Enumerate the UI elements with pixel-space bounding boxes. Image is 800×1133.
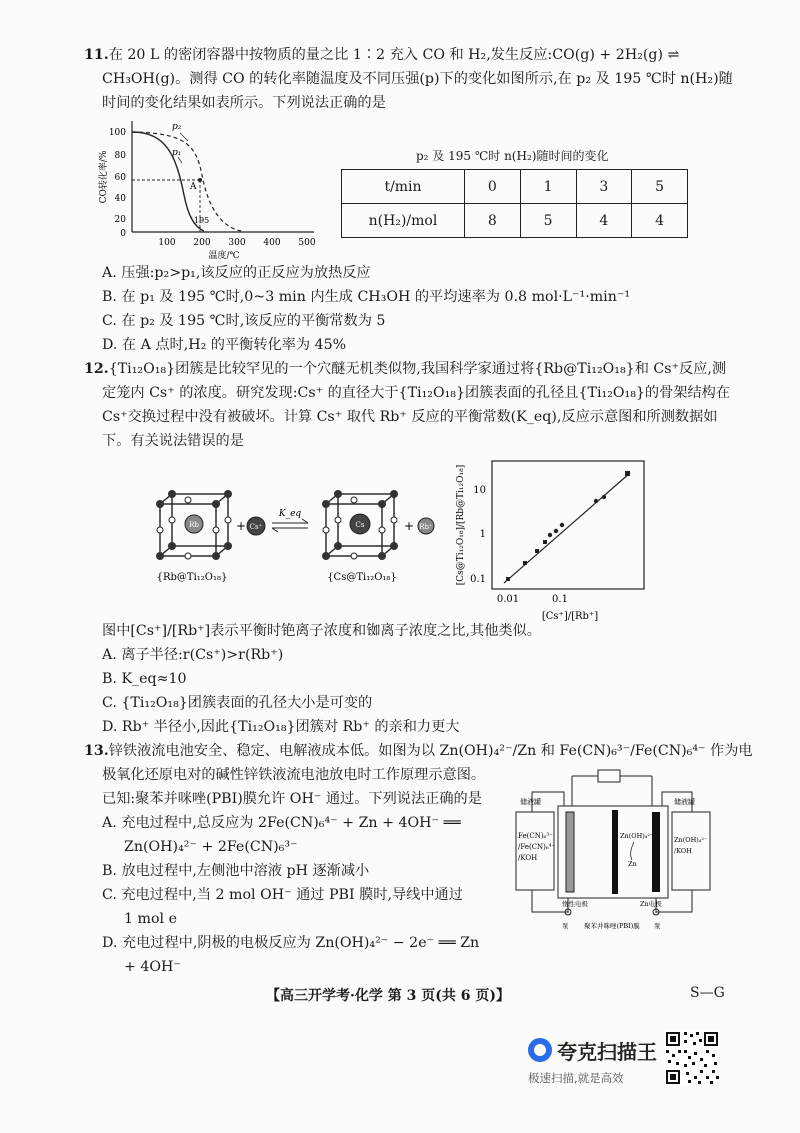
q13-stem-line1: 13.锌铁液流电池安全、稳定、电解液成本低。如图为以 Zn(OH)₄²⁻/Zn 和 Fe(CN)₆³⁻/Fe(CN)₆⁴⁻ 作为电	[84, 743, 753, 759]
x-tick-300: 300	[228, 238, 246, 248]
qr-code-icon	[664, 1030, 720, 1086]
point-A	[198, 178, 202, 182]
q13-option-b: B. 放电过程中,左侧池中溶液 pH 逐渐减小	[102, 863, 370, 879]
svg-text:Cs: Cs	[355, 521, 365, 529]
pbi-membrane	[612, 810, 618, 894]
right-pump-label: 泵	[654, 922, 661, 930]
data-point	[548, 533, 552, 537]
left-tank	[516, 812, 554, 890]
data-point	[523, 561, 527, 565]
y-tick-20: 20	[114, 215, 126, 225]
q11-number: 11.	[84, 47, 109, 63]
q11-option-d: D. 在 A 点时,H₂ 的平衡转化率为 45%	[102, 337, 347, 353]
svg-text:Rb: Rb	[189, 521, 199, 529]
svg-text:/KOH: /KOH	[518, 854, 538, 862]
q12-reaction-scheme	[150, 488, 440, 593]
svg-text:Zn: Zn	[628, 860, 637, 868]
x-tick-200: 200	[193, 238, 211, 248]
table-cell: 0	[465, 170, 521, 204]
label-A: A	[190, 182, 197, 192]
cs-cage-label: {Cs@Ti₁₂O₁₈}	[327, 572, 397, 583]
q13-battery-diagram	[512, 762, 712, 934]
left-pump-label: 泵	[562, 922, 569, 930]
q12-option-d: D. Rb⁺ 半径小,因此{Ti₁₂O₁₈}团簇对 Rb⁺ 的亲和力更大	[102, 719, 460, 735]
label-p2: p₂	[172, 122, 182, 132]
table-cell: 8	[465, 204, 521, 238]
q11-ylabel: CO转化率/%	[99, 150, 109, 204]
svg-text:/KOH: /KOH	[674, 847, 692, 855]
q13-option-c-line2: 1 mol e	[124, 911, 177, 927]
label-195: 195	[194, 216, 210, 225]
table-cell: 3	[576, 170, 632, 204]
q12-loglog-plot	[450, 455, 655, 625]
q13-option-d-line1: D. 充电过程中,阴极的电极反应为 Zn(OH)₄²⁻ − 2e⁻ ══ Zn	[102, 935, 480, 951]
q11-table-title: p₂ 及 195 ℃时 n(H₂)随时间的变化	[416, 149, 609, 163]
data-point	[602, 495, 606, 499]
y-tick-80: 80	[114, 151, 126, 161]
q13-number: 13.	[84, 743, 109, 759]
q11-stem-line3: 时间的变化结果如表所示。下列说法正确的是	[102, 95, 386, 111]
q13-option-a-line2: Zn(OH)₄²⁻ + 2Fe(CN)₆³⁻	[124, 839, 298, 855]
table-cell: 4	[632, 204, 688, 238]
q12-stem-line3: Cs⁺交换过程中没有被破坏。计算 Cs⁺ 取代 Rb⁺ 反应的平衡常数(K_eq),反应示意图和所测数据如	[102, 409, 718, 425]
q13-option-c-line1: C. 充电过程中,当 2 mol OH⁻ 通过 PBI 膜时,导线中通过	[102, 887, 463, 903]
svg-text:Zn(OH)₄²⁻: Zn(OH)₄²⁻	[620, 832, 654, 840]
q13-stem-line3: 已知:聚苯并咪唑(PBI)膜允许 OH⁻ 通过。下列说法正确的是	[102, 791, 482, 807]
data-point	[535, 549, 539, 553]
y-tick-60: 60	[114, 173, 126, 183]
y-tick-0.1: 0.1	[470, 574, 486, 585]
y-tick-100: 100	[108, 128, 126, 138]
quark-logo-icon	[528, 1038, 552, 1062]
zn-electrode	[652, 812, 660, 892]
y-tick-0: 0	[120, 229, 126, 239]
keq-label: K_eq	[278, 509, 302, 519]
q11-option-a: A. 压强:p₂>p₁,该反应的正反应为放热反应	[102, 265, 371, 281]
q12-stem-line2: 定笼内 Cs⁺ 的浓度。研究发现:Cs⁺ 的直径大于{Ti₁₂O₁₈}团簇表面的孔径且{Ti₁₂O₁₈}的骨架结构在	[102, 385, 731, 401]
loglog-xlabel: [Cs⁺]/[Rb⁺]	[541, 611, 599, 622]
table-row	[342, 204, 688, 238]
q12-stem-line1: 12.{Ti₁₂O₁₈}团簇是比较罕见的一个穴醚无机类似物,我国科学家通过将{Rb@Ti₁₂O₁₈}和 Cs⁺反应,测	[84, 361, 727, 377]
table-cell: t/min	[342, 170, 465, 204]
q11-option-b: B. 在 p₁ 及 195 ℃时,0~3 min 内生成 CH₃OH 的平均速率为 0.8 mol·L⁻¹·min⁻¹	[102, 289, 631, 305]
data-point	[554, 529, 558, 533]
table-row	[342, 170, 688, 204]
q13-option-d-line2: + 4OH⁻	[124, 959, 181, 975]
q12-number: 12.	[84, 361, 109, 377]
zn-electrode-label: Zn电极	[640, 900, 662, 908]
svg-text:/Fe(CN)₆⁴⁻: /Fe(CN)₆⁴⁻	[518, 843, 556, 851]
svg-text:+: +	[404, 519, 415, 533]
q11-h2-table	[341, 169, 688, 238]
table-cell: 5	[520, 204, 576, 238]
data-point	[560, 523, 564, 527]
inert-electrode	[566, 812, 574, 892]
x-tick-400: 400	[263, 238, 281, 248]
x-tick-100: 100	[158, 238, 176, 248]
watermark-app-name: 夸克扫描王	[557, 1040, 657, 1064]
y-tick-40: 40	[114, 194, 126, 204]
svg-text:Cs⁺: Cs⁺	[249, 523, 263, 531]
q11-stem-line2: CH₃OH(g)。测得 CO 的转化率随温度及不同压强(p)下的变化如图所示,在 p₂ 及 195 ℃时 n(H₂)随	[102, 71, 733, 87]
left-tank-label: 储液罐	[520, 798, 541, 806]
table-cell: 4	[576, 204, 632, 238]
q13-stem-line2: 极氧化还原电对的碱性锌铁液流电池放电时工作原理示意图。	[102, 767, 486, 783]
svg-text:Fe(CN)₆³⁻: Fe(CN)₆³⁻	[518, 832, 553, 840]
table-cell: n(H₂)/mol	[342, 204, 465, 238]
svg-text:Rb⁺: Rb⁺	[419, 523, 433, 531]
data-point	[625, 471, 630, 476]
y-tick-10: 10	[473, 485, 486, 496]
q13-option-a-line1: A. 充电过程中,总反应为 2Fe(CN)₆⁴⁻ + Zn + 4OH⁻ ══	[102, 815, 461, 831]
curve-p2	[132, 132, 241, 231]
svg-text:+: +	[236, 519, 247, 533]
data-points	[506, 471, 630, 581]
q12-option-c: C. {Ti₁₂O₁₈}团簇表面的孔径大小是可变的	[102, 695, 373, 711]
cs-cage	[322, 490, 398, 560]
data-point	[543, 540, 547, 544]
rb-cage-label: {Rb@Ti₁₂O₁₈}	[156, 572, 228, 583]
q12-note: 图中[Cs⁺]/[Rb⁺]表示平衡时铯离子浓度和铷离子浓度之比,其他类似。	[102, 623, 541, 639]
resistor	[598, 770, 620, 782]
data-point	[594, 499, 598, 503]
footer-page-info: 【高三开学考·化学 第 3 页(共 6 页)】	[266, 988, 510, 1004]
loglog-ylabel: [Cs@Ti₁₂O₁₈]/[Rb@Ti₁₂O₁₈]	[456, 464, 466, 586]
x-tick-0.1: 0.1	[552, 594, 568, 605]
table-cell: 5	[632, 170, 688, 204]
q11-option-c: C. 在 p₂ 及 195 ℃时,该反应的平衡常数为 5	[102, 313, 386, 329]
q11-stem-line1: 11.在 20 L 的密闭容器中按物质的量之比 1∶2 充入 CO 和 H₂,发生反应:CO(g) + 2H₂(g) ⇌	[84, 47, 680, 63]
q12-option-b: B. K_eq≈10	[102, 671, 187, 687]
footer-code: S—G	[690, 985, 725, 1001]
watermark-slogan: 极速扫描,就是高效	[528, 1071, 624, 1085]
x-tick-500: 500	[298, 238, 316, 248]
table-cell: 1	[520, 170, 576, 204]
inert-electrode-label: 惰性电极	[562, 900, 588, 908]
q12-stem-line4: 下。有关说法错误的是	[102, 433, 244, 449]
q11-xlabel: 温度/℃	[208, 251, 240, 261]
rb-cage	[156, 490, 232, 560]
svg-text:Zn(OH)₄²⁻: Zn(OH)₄²⁻	[674, 836, 708, 844]
q11-conversion-graph	[96, 115, 326, 265]
fit-line	[504, 473, 630, 583]
y-tick-1: 1	[479, 529, 486, 540]
right-tank-label: 储液罐	[674, 798, 695, 806]
data-point	[506, 577, 510, 581]
q12-option-a: A. 离子半径:r(Cs⁺)>r(Rb⁺)	[102, 647, 284, 663]
x-tick-0.01: 0.01	[496, 594, 520, 605]
membrane-label: 聚苯并咪唑(PBI)膜	[584, 922, 640, 930]
label-p1: p₁	[172, 148, 182, 158]
